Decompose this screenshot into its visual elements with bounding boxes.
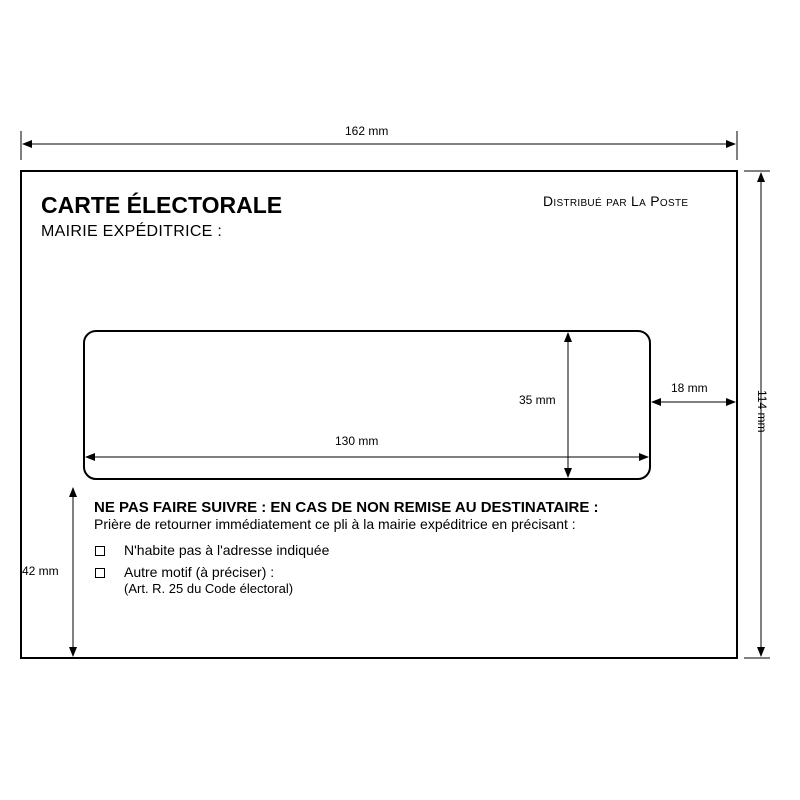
envelope-height-label: 114 mm [755,390,769,433]
legal-reference: (Art. R. 25 du Code électoral) [124,581,294,596]
window-width-label: 130 mm [335,434,379,448]
envelope-width-label: 162 mm [345,124,389,138]
checkbox-wrong-address[interactable] [95,546,105,556]
return-instruction: Prière de retourner immédiatement ce pli à la mairie expéditrice en précisant : [94,516,576,532]
envelope-title: CARTE ÉLECTORALE [41,192,283,218]
return-heading: NE PAS FAIRE SUIVRE : EN CAS DE NON REMISE AU DESTINATAIRE : [94,499,599,516]
sender-label: MAIRIE EXPÉDITRICE : [41,223,223,240]
distributor-label: Distribué par La Poste [543,193,689,209]
checkbox-other-reason[interactable] [95,568,105,578]
option-label-wrong-address: N'habite pas à l'adresse indiquée [124,542,330,558]
window-height-label: 35 mm [519,393,556,407]
option-label-other-reason: Autre motif (à préciser) : [124,564,275,580]
notice-height-label: 42 mm [22,564,59,578]
window-margin-label: 18 mm [671,381,708,395]
